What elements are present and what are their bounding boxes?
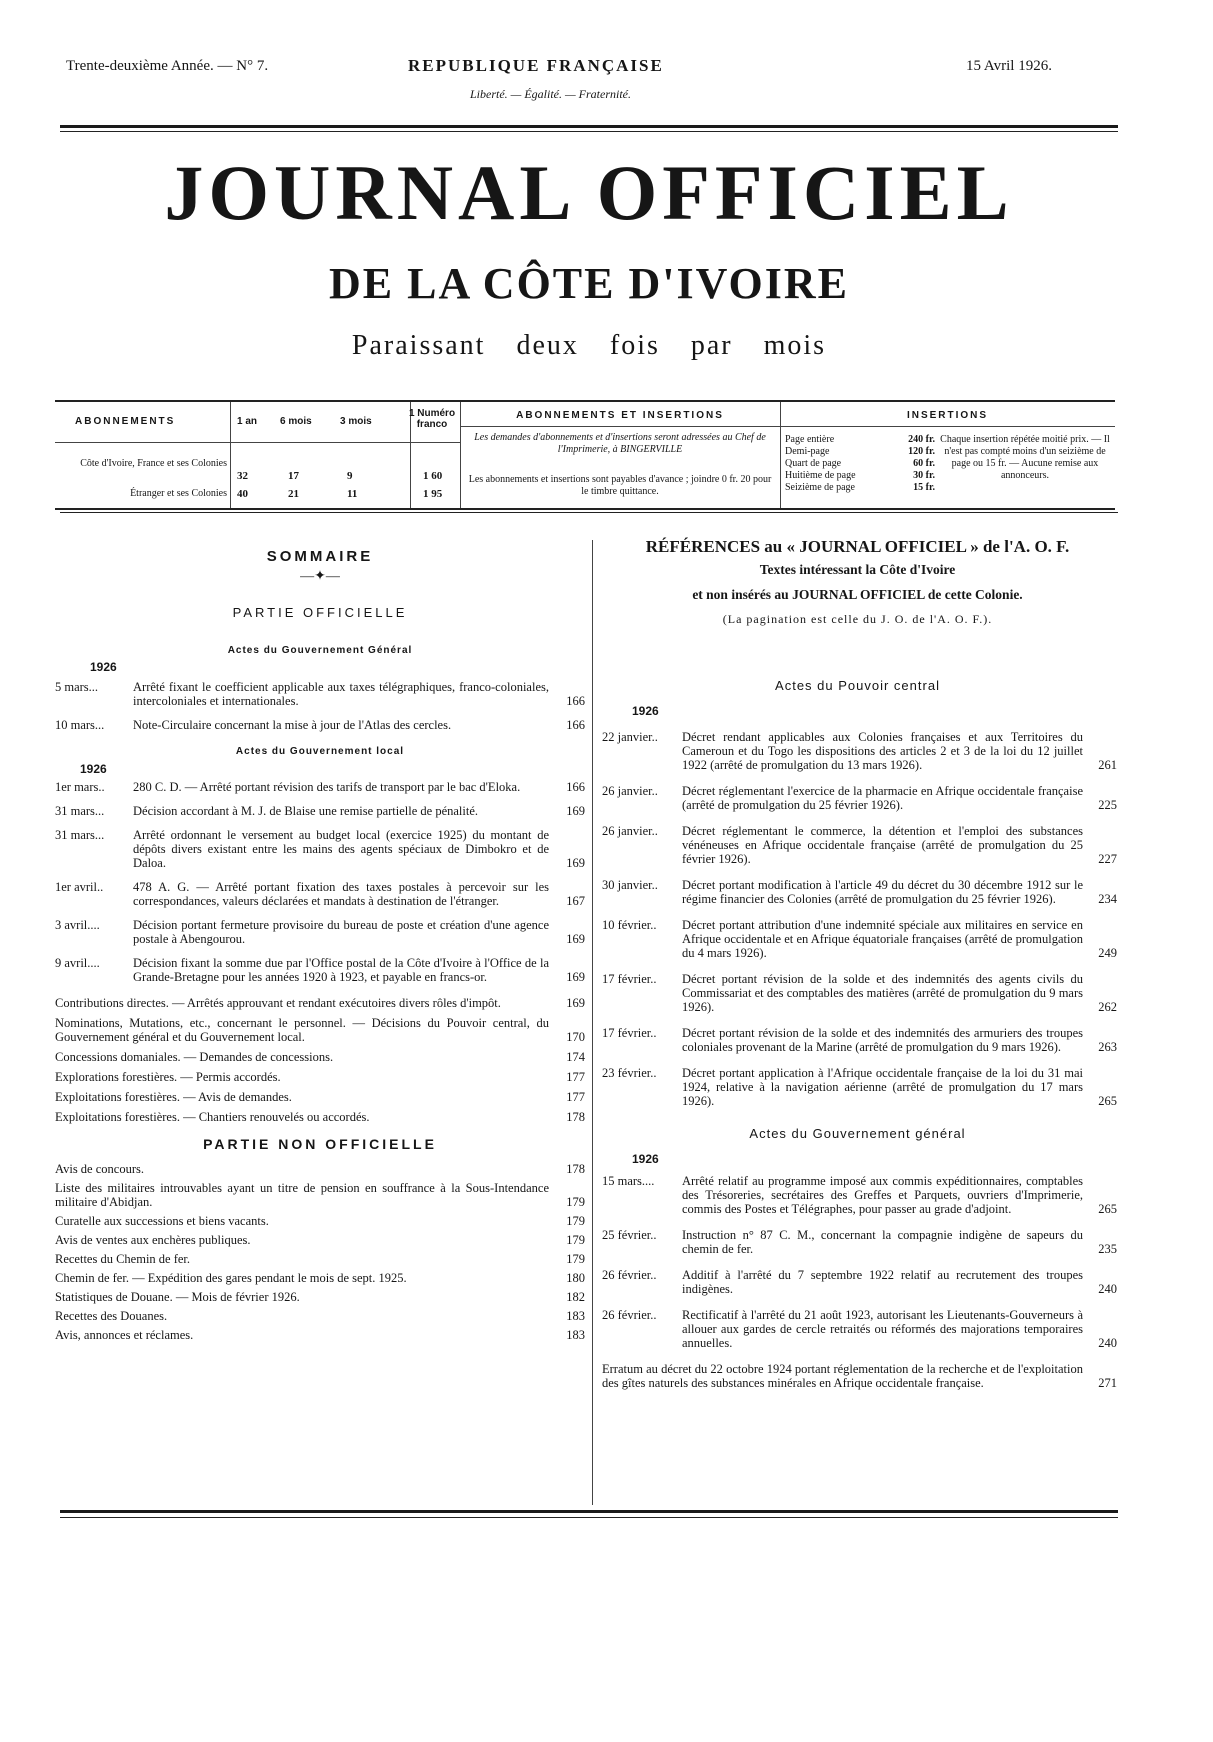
entry-page: 169 (566, 996, 585, 1010)
entry-page: 169 (566, 932, 585, 946)
entry-page: 182 (566, 1290, 585, 1304)
entry-text: Chemin de fer. — Expédition des gares pendant le mois de sept. 1925. (55, 1271, 407, 1285)
column-divider (592, 540, 593, 1505)
entry-text: Exploitations forestières. — Chantiers renouvelés ou accordés. (55, 1110, 370, 1124)
entry-page: 265 (1098, 1094, 1117, 1108)
entry-date: 10 mars... (55, 718, 105, 732)
insertion-row: Page entière 240 fr. (785, 434, 935, 445)
references-title: RÉFÉRENCES au « JOURNAL OFFICIEL » de l'A. O. F. (645, 537, 1070, 556)
entry-page: 240 (1098, 1282, 1117, 1296)
entry-page: 179 (566, 1233, 585, 1247)
col-3mois: 3 mois (340, 416, 372, 427)
entry-page: 167 (566, 894, 585, 908)
publication-frequency: Paraissant deux fois par mois (351, 330, 827, 361)
entry-page: 179 (566, 1214, 585, 1228)
entry-page: 169 (566, 804, 585, 818)
insertions-price-list (785, 434, 935, 494)
price-etr-1an: 40 (237, 488, 248, 500)
entry-date: 1er avril.. (55, 880, 104, 894)
subscription-table (55, 400, 1115, 510)
col-6mois: 6 mois (280, 416, 312, 427)
year-label: 1926 (90, 660, 117, 674)
entry-text: Arrêté fixant le coefficient applicable aux taxes télégraphiques, franco-coloniales, intercoloniales et internationales. (133, 680, 549, 708)
entry-text: Décret portant révision de la solde et des indemnités des armuriers des troupes coloniales provenant de la Marine (arrêté de promulgation du 9 mars 1926). (682, 1026, 1083, 1054)
entry-page: 166 (566, 780, 585, 794)
entry-page: 183 (566, 1309, 585, 1323)
entry-page: 169 (566, 970, 585, 984)
entry-page: 249 (1098, 946, 1117, 960)
entry-page: 179 (566, 1252, 585, 1266)
entry-page: 177 (566, 1070, 585, 1084)
entry-page: 234 (1098, 892, 1117, 906)
entry-date: 26 janvier.. (602, 824, 658, 838)
entry-text: Avis, annonces et réclames. (55, 1328, 194, 1342)
entry-text: Arrêté relatif au programme imposé aux commis expéditionnaires, comptables des Trésoreries, secrétaires des Greffes et Parquets, ouvriers d'Imprimerie, commis des Postes et Télégraphes, pour passer au grade d'adjoint. (682, 1174, 1083, 1216)
price-etr-3mois: 11 (347, 488, 358, 500)
abonnements-insertions-header: ABONNEMENTS ET INSERTIONS (516, 410, 724, 421)
entry-page: 225 (1098, 798, 1117, 812)
row-label-cote: Côte d'Ivoire, France et ses Colonies (80, 458, 227, 469)
entry-page: 178 (566, 1162, 585, 1176)
entry-date: 3 avril.... (55, 918, 100, 932)
pouvoir-central-heading: Actes du Pouvoir central (775, 678, 940, 693)
references-line3: et non insérés au JOURNAL OFFICIEL de cette Colonie. (692, 587, 1023, 602)
entry-text: Décret portant attribution d'une indemnité spéciale aux militaires en service en Afrique occidentale et en Afrique équatoriale françaises (arrêté de promulgation du 4 mars 1926). (682, 918, 1083, 960)
top-rule-thin (60, 131, 1118, 132)
gouv-general-heading-right: Actes du Gouvernement général (749, 1126, 966, 1141)
journal-title: JOURNAL OFFICIEL (164, 149, 1014, 236)
entry-page: 180 (566, 1271, 585, 1285)
republique-header: REPUBLIQUE FRANÇAISE (408, 56, 664, 75)
entry-text: Avis de ventes aux enchères publiques. (55, 1233, 251, 1247)
entry-text: Rectificatif à l'arrêté du 21 août 1923, autorisant les Lieutenants-Gouverneurs à allouer aux gardes de cercle retraités ou réformés des majorations temporaires annuelles. (682, 1308, 1083, 1350)
entry-date: 26 février.. (602, 1308, 657, 1322)
entry-text: Décret portant application à l'Afrique occidentale française de la loi du 31 mai 1924, relative à la navigation aérienne (arrêté de promulgation du 17 mars 1926). (682, 1066, 1083, 1108)
entry-text: Instruction n° 87 C. M., concernant la compagnie indigène de sapeurs du chemin de fer. (682, 1228, 1083, 1256)
row-label-etranger: Étranger et ses Colonies (130, 488, 227, 499)
price-cote-numero: 1 60 (423, 470, 443, 482)
ornament-divider: —✦— (300, 569, 340, 584)
entry-date: 9 avril.... (55, 956, 100, 970)
entry-text: Recettes des Douanes. (55, 1309, 168, 1323)
entry-page: 263 (1098, 1040, 1117, 1054)
insertions-header: INSERTIONS (906, 410, 989, 421)
entry-text: Explorations forestières. — Permis accordés. (55, 1070, 281, 1084)
year-label: 1926 (632, 1152, 659, 1166)
year-label: 1926 (80, 762, 107, 776)
entry-text: Exploitations forestières. — Avis de demandes. (55, 1090, 292, 1104)
col-1an: 1 an (237, 416, 258, 427)
entry-text: Liste des militaires introuvables ayant un titre de pension en souffrance à la Sous-Intendance militaire d'Abidjan. (55, 1181, 549, 1209)
entry-page: 183 (566, 1328, 585, 1342)
entry-text: 478 A. G. — Arrêté portant fixation des taxes postales à percevoir sur les correspondances, valeurs déclarées et mandats à destination de l'étranger. (133, 880, 549, 908)
entry-date: 17 février.. (602, 1026, 657, 1040)
entry-date: 23 février.. (602, 1066, 657, 1080)
entry-text: Avis de concours. (55, 1162, 144, 1176)
entry-text: Nominations, Mutations, etc., concernant le personnel. — Décisions du Pouvoir central, du Gouvernement général et du Gouvernement local. (55, 1016, 549, 1044)
entry-text: 280 C. D. — Arrêté portant révision des tarifs de transport par le bac d'Eloka. (133, 780, 521, 794)
year-label: 1926 (632, 704, 659, 718)
insertion-row: Huitième de page 30 fr. (785, 470, 935, 481)
gouv-general-heading: Actes du Gouvernement Général (227, 645, 413, 656)
entry-page: 170 (566, 1030, 585, 1044)
entry-date: 17 février.. (602, 972, 657, 986)
entry-text: Décret rendant applicables aux Colonies françaises et aux Territoires du Cameroun et du Togo les dispositions des articles 2 et 3 de la loi du 12 juillet 1922 (arrêté de promulgation du 13 mars 1926). (682, 730, 1083, 772)
price-etr-numero: 1 95 (423, 488, 443, 500)
bottom-rule-thin (60, 1517, 1118, 1518)
entry-page: 240 (1098, 1336, 1117, 1350)
entry-text: Décret portant modification à l'article 49 du décret du 30 décembre 1912 sur le régime financier des Colonies (arrêté de promulgation du 25 février 1926). (682, 878, 1083, 906)
entry-text: Recettes du Chemin de fer. (55, 1252, 191, 1266)
abonnements-payment: Les abonnements et insertions sont payables d'avance ; joindre 0 fr. 20 pour le timbre quittance. (468, 474, 772, 497)
entry-page: 179 (566, 1195, 585, 1209)
price-etr-6mois: 21 (288, 488, 299, 500)
entry-text: Concessions domaniales. — Demandes de concessions. (55, 1050, 334, 1064)
entry-text: Statistiques de Douane. — Mois de février 1926. (55, 1290, 300, 1304)
entry-text: Décision fixant la somme due par l'Office postal de la Côte d'Ivoire à l'Office de la Grande-Bretagne pour les années 1920 à 1923, et payable en francs-or. (133, 956, 549, 984)
entry-date: 1er mars.. (55, 780, 105, 794)
bottom-rule (60, 1510, 1118, 1513)
insertions-note: Chaque insertion répétée moitié prix. — Il n'est pas compté moins d'un seizième de page ou 15 fr. — Aucune remise aux annonceurs. (940, 434, 1110, 481)
col-numero: 1 Numéro franco (408, 408, 456, 430)
insertion-row: Demi-page 120 fr. (785, 446, 935, 457)
top-rule (60, 125, 1118, 128)
issue-date: 15 Avril 1926. (966, 58, 1052, 74)
entry-text: Contributions directes. — Arrêtés approuvant et rendant exécutoires divers rôles d'impôt. (55, 996, 501, 1010)
entry-date: 15 mars.... (602, 1174, 655, 1188)
sommaire-title: SOMMAIRE (266, 548, 374, 565)
entry-page: 262 (1098, 1000, 1117, 1014)
entry-date: 10 février.. (602, 918, 657, 932)
entry-text: Décret portant révision de la solde et des indemnités des agents civils du Commissariat et des comptables des matières (arrêté de promulgation du 9 mars 1926). (682, 972, 1083, 1014)
entry-text: Décision portant fermeture provisoire du bureau de poste et création d'une agence postale à Abengourou. (133, 918, 549, 946)
entry-date: 22 janvier.. (602, 730, 658, 744)
entry-page: 227 (1098, 852, 1117, 866)
entry-date: 31 mars... (55, 804, 105, 818)
abonnements-header: ABONNEMENTS (75, 416, 176, 427)
partie-non-officielle-heading: PARTIE NON OFFICIELLE (203, 1136, 437, 1152)
references-line2: Textes intéressant la Côte d'Ivoire (759, 562, 956, 577)
entry-page: 174 (566, 1050, 585, 1064)
entry-page: 166 (566, 718, 585, 732)
entry-page: 166 (566, 694, 585, 708)
entry-page: 178 (566, 1110, 585, 1124)
entry-date: 5 mars... (55, 680, 99, 694)
entry-page: 177 (566, 1090, 585, 1104)
entry-page: 169 (566, 856, 585, 870)
entry-text: Décision accordant à M. J. de Blaise une remise partielle de pénalité. (133, 804, 479, 818)
entry-text: Décret réglementant le commerce, la détention et l'emploi des substances vénéneuses en Afrique occidentale française (arrêté de promulgation du 25 février 1926). (682, 824, 1083, 866)
entry-text: Note-Circulaire concernant la mise à jour de l'Atlas des cercles. (133, 718, 452, 732)
entry-date: 31 mars... (55, 828, 105, 842)
entry-page: 235 (1098, 1242, 1117, 1256)
entry-date: 26 janvier.. (602, 784, 658, 798)
issue-number: Trente-deuxième Année. — N° 7. (66, 58, 269, 74)
price-cote-6mois: 17 (288, 470, 299, 482)
insertion-row: Quart de page 60 fr. (785, 458, 935, 469)
entry-page: 261 (1098, 758, 1117, 772)
entry-page: 265 (1098, 1202, 1117, 1216)
entry-date: 26 février.. (602, 1268, 657, 1282)
price-cote-3mois: 9 (347, 470, 353, 482)
journal-subtitle: DE LA CÔTE D'IVOIRE (328, 259, 849, 308)
entry-text: Arrêté ordonnant le versement au budget local (exercice 1925) du montant de dépôts divers existant entre les mains des agents spéciaux de Dimbokro et de Daloa. (133, 828, 549, 870)
entry-page: 271 (1098, 1376, 1117, 1390)
entry-date: 30 janvier.. (602, 878, 658, 892)
entry-text: Additif à l'arrêté du 7 septembre 1922 relatif au recrutement des troupes indigènes. (682, 1268, 1083, 1296)
partie-officielle-heading: PARTIE OFFICIELLE (232, 605, 408, 620)
insertion-row: Seizième de page 15 fr. (785, 482, 935, 493)
gouv-local-heading: Actes du Gouvernement local (235, 746, 405, 757)
entry-text: Décret réglementant l'exercice de la pharmacie en Afrique occidentale française (arrêté de promulgation du 25 février 1926). (682, 784, 1083, 812)
abonnements-address: Les demandes d'abonnements et d'insertions seront adressées au Chef de l'Imprimerie, à BINGERVILLE (474, 432, 766, 455)
entry-text: Curatelle aux successions et biens vacants. (55, 1214, 269, 1228)
entry-date: 25 février.. (602, 1228, 657, 1242)
motto: Liberté. — Égalité. — Fraternité. (470, 87, 631, 101)
references-line4: (La pagination est celle du J. O. de l'A. O. F.). (722, 612, 993, 626)
entry-text: Erratum au décret du 22 octobre 1924 portant réglementation de la recherche et de l'exploitation des gîtes naturels des substances minérales en Afrique occidentale française. (602, 1362, 1083, 1390)
price-cote-1an: 32 (237, 470, 248, 482)
